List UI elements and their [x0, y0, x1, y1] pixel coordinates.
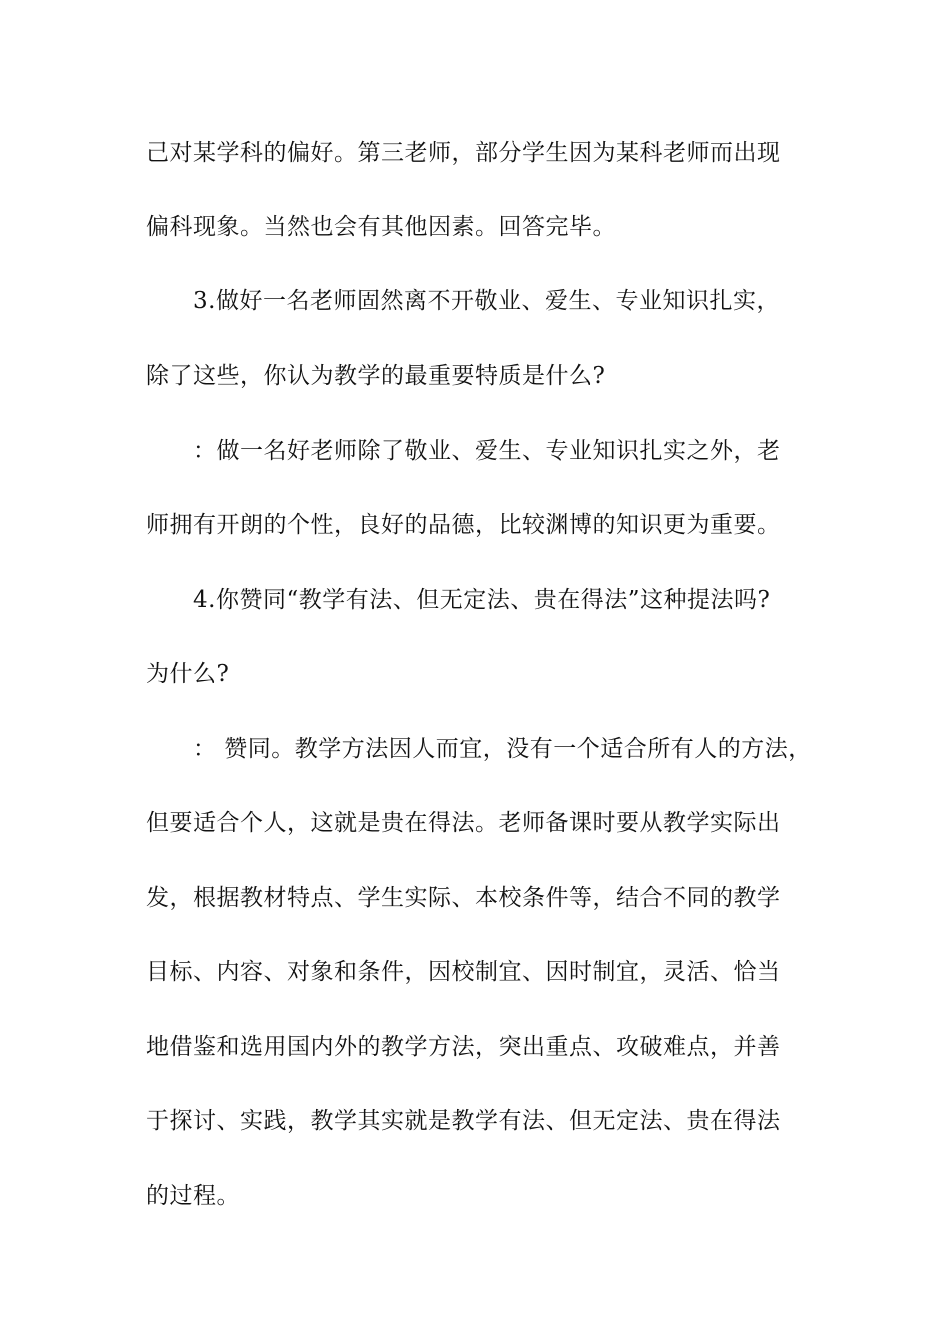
answer-4-line-1: ： 赞同。教学方法因人而宜，没有一个适合所有人的方法， [193, 736, 812, 762]
answer-4-line-6: 于探讨、实践，教学其实就是教学有法、但无定法、贵在得法 [146, 1108, 781, 1134]
question-4-line-2: 为什么? [146, 661, 230, 687]
question-4-line-1: 4.你赞同“教学有法、但无定法、贵在得法”这种提法吗? [193, 587, 771, 613]
answer-4-line-7: 的过程。 [146, 1183, 240, 1209]
answer-4-line-2: 但要适合个人，这就是贵在得法。老师备课时要从教学实际出 [146, 810, 781, 836]
answer-3-line-2: 师拥有开朗的个性，良好的品德，比较渊博的知识更为重要。 [146, 512, 781, 538]
answer-4-line-4: 目标、内容、对象和条件，因校制宜、因时制宜，灵活、恰当 [146, 959, 781, 985]
answer-4-line-3: 发，根据教材特点、学生实际、本校条件等，结合不同的教学 [146, 885, 781, 911]
question-3-line-1: 3.做好一名老师固然离不开敬业、爱生、专业知识扎实， [193, 288, 780, 314]
answer-4-line-5: 地借鉴和选用国内外的教学方法，突出重点、攻破难点，并善 [146, 1034, 781, 1060]
text-line-1: 己对某学科的偏好。第三老师，部分学生因为某科老师而出现 [146, 140, 781, 166]
answer-3-line-1: ：做一名好老师除了敬业、爱生、专业知识扎实之外，老 [193, 438, 781, 464]
question-3-line-2: 除了这些，你认为教学的最重要特质是什么? [146, 363, 606, 389]
text-line-2: 偏科现象。当然也会有其他因素。回答完毕。 [146, 214, 616, 240]
